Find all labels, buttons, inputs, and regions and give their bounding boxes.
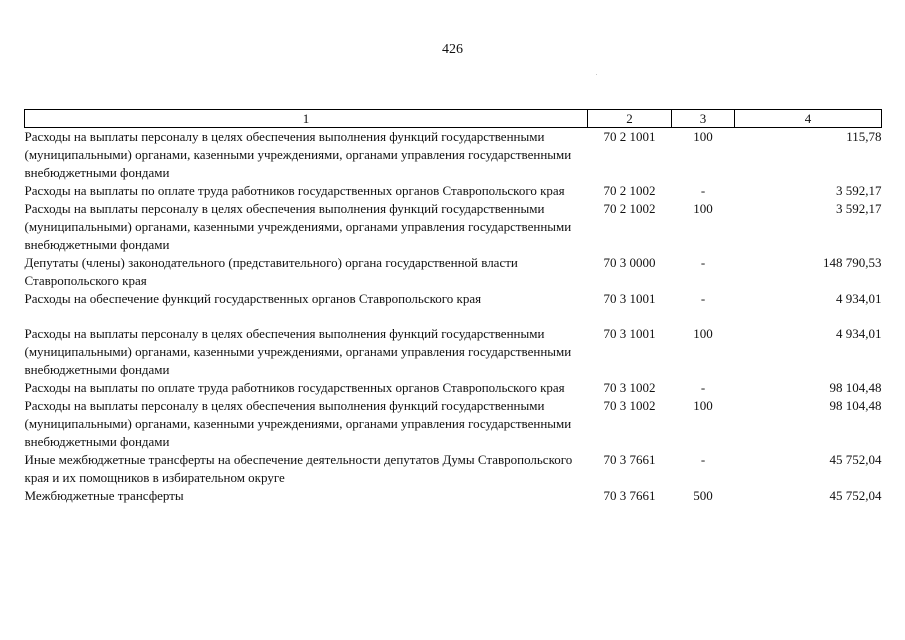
table-row — [25, 200, 882, 254]
row-type: - — [700, 380, 706, 395]
row-description: Расходы на выплаты персоналу в целях обеспечения выполнения функций государственными (муниципальными) органами, казенными учреждениями, органами управления государственными внебюджетными фондами — [24, 201, 572, 252]
row-amount: 45 752,04 — [829, 452, 882, 467]
row-amount: 98 104,48 — [829, 380, 882, 395]
budget-table — [24, 109, 882, 505]
row-amount: 3 592,17 — [836, 201, 882, 216]
table-row — [25, 451, 882, 487]
row-code: 70 2 1002 — [603, 201, 656, 216]
row-type: 100 — [693, 129, 713, 144]
row-description: Расходы на выплаты персоналу в целях обеспечения выполнения функций государственными (муниципальными) органами, казенными учреждениями, органами управления государственными внебюджетными фондами — [24, 129, 572, 180]
table-row — [25, 379, 882, 397]
header-col-3: 3 — [672, 110, 735, 128]
row-code: 70 3 1002 — [603, 380, 656, 395]
row-description: Межбюджетные трансферты — [24, 488, 184, 503]
row-type: 100 — [693, 398, 713, 413]
row-code: 70 2 1002 — [603, 183, 656, 198]
table-row — [25, 397, 882, 451]
table-row — [25, 290, 882, 325]
row-type: 500 — [693, 488, 713, 503]
row-type: - — [700, 255, 706, 270]
table-row — [25, 128, 882, 183]
row-code: 70 3 1001 — [603, 291, 656, 306]
row-type: 100 — [693, 326, 713, 341]
row-code: 70 3 7661 — [603, 452, 656, 467]
row-type: 100 — [693, 201, 713, 216]
header-col-4: 4 — [735, 110, 882, 128]
row-code: 70 3 0000 — [603, 255, 656, 270]
row-code: 70 3 1001 — [603, 326, 656, 341]
row-code: 70 2 1001 — [603, 129, 656, 144]
row-code: 70 3 7661 — [603, 488, 656, 503]
table-body — [25, 128, 882, 506]
row-description: Расходы на выплаты персоналу в целях обеспечения выполнения функций государственными (муниципальными) органами, казенными учреждениями, органами управления государственными внебюджетными фондами — [24, 326, 572, 377]
table-row — [25, 182, 882, 200]
row-type: - — [700, 183, 706, 198]
header-col-1: 1 — [25, 110, 588, 128]
row-description: Иные межбюджетные трансферты на обеспечение деятельности депутатов Думы Ставропольского края и их помощников в избирательном округе — [24, 452, 573, 485]
header-col-2: 2 — [588, 110, 672, 128]
table-row — [25, 325, 882, 379]
row-description: Депутаты (члены) законодательного (представительного) органа государственной власти Ставропольского края — [24, 255, 518, 288]
row-type: - — [700, 452, 706, 467]
scan-speck — [596, 74, 597, 75]
table-row — [25, 254, 882, 290]
row-amount: 45 752,04 — [829, 488, 882, 503]
row-description: Расходы на выплаты по оплате труда работников государственных органов Ставропольского края — [24, 380, 565, 395]
table-row — [25, 487, 882, 505]
row-code: 70 3 1002 — [603, 398, 656, 413]
row-description: Расходы на выплаты по оплате труда работников государственных органов Ставропольского края — [24, 183, 565, 198]
row-amount: 4 934,01 — [836, 291, 882, 306]
row-description: Расходы на выплаты персоналу в целях обеспечения выполнения функций государственными (муниципальными) органами, казенными учреждениями, органами управления государственными внебюджетными фондами — [24, 398, 572, 449]
row-amount: 4 934,01 — [836, 326, 882, 341]
row-amount: 148 790,53 — [823, 255, 882, 270]
table-header — [25, 110, 882, 128]
header-row — [25, 110, 882, 128]
row-amount: 115,78 — [846, 129, 882, 144]
row-amount: 98 104,48 — [829, 398, 882, 413]
row-amount: 3 592,17 — [836, 183, 882, 198]
row-type: - — [700, 291, 706, 306]
page-number: 426 — [442, 42, 463, 57]
row-description: Расходы на обеспечение функций государственных органов Ставропольского края — [24, 291, 482, 306]
